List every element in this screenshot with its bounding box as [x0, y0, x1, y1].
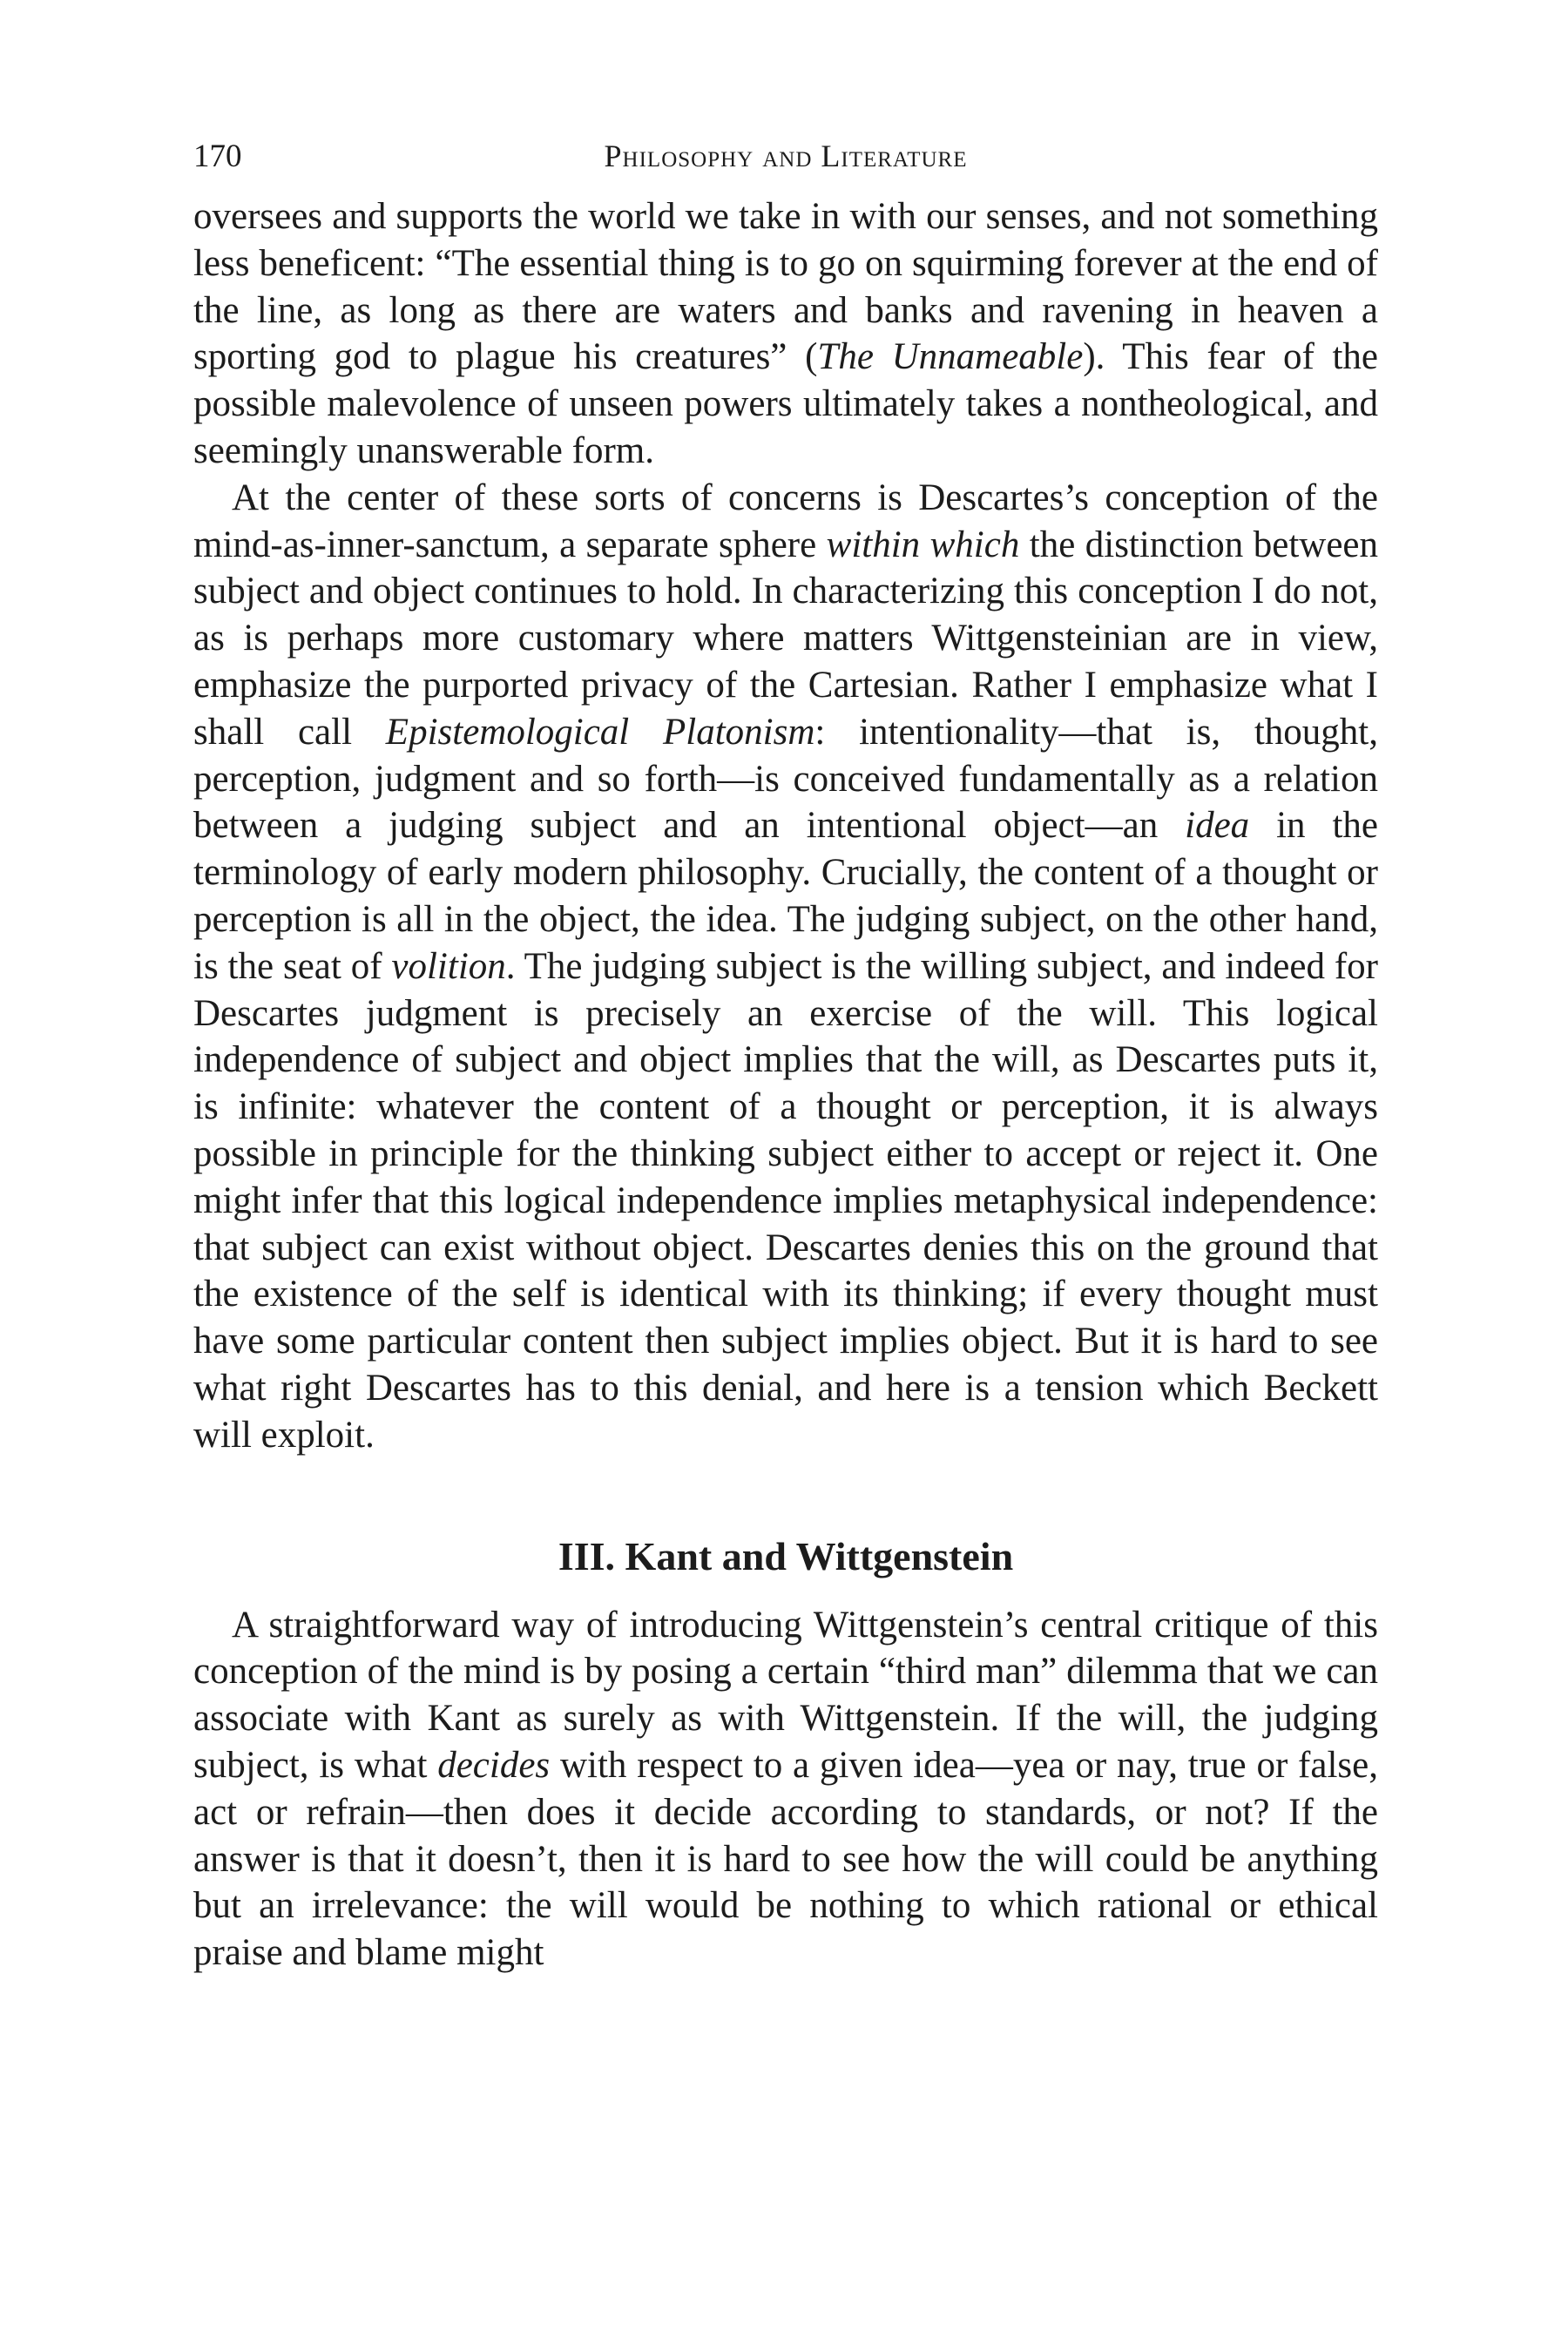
page-number: 170	[193, 139, 242, 174]
emphasis: decides	[437, 1744, 551, 1786]
text-run: oversees and supports the world we take in with our senses, and not something less beneficent: “The essential thing is to go on squirming forever at the end of the line, as long as there are waters and banks and ravening in heaven a sporting god to plague his creatures” (	[193, 196, 1378, 378]
running-title: Philosophy and Literature	[604, 139, 968, 173]
book-page	[193, 131, 1378, 1977]
text-run: At the center of these sorts of concerns is Descartes’s conception of the mind-as-inner-sanctum, a separate sphere	[193, 476, 1378, 565]
body-text	[193, 193, 1378, 1977]
text-run: : intentionality—that is, thought, perception, judgment and so forth—is conceived fundamentally as a relation between a judging subject and an intentional object—an	[193, 711, 1378, 847]
paragraph	[193, 193, 1378, 475]
text-run: A straightforward way of introducing Wittgenstein’s central critique of this conception of the mind is by posing a certain “third man” dilemma that we can associate with Kant as surely as with Wittgenstein. If the will, the judging subject, is what	[193, 1604, 1378, 1786]
text-run: in the terminology of early modern philosophy. Crucially, the content of a thought or perception is all in the object, the idea. The judging subject, on the other hand, is the seat of	[193, 805, 1378, 987]
term-epistemological-platonism: Epistemological Platonism	[385, 711, 815, 753]
section-heading: III. Kant and Wittgenstein	[558, 1533, 1014, 1578]
text-run: the distinction between subject and object continues to hold. In characterizing this conception I do not, as is perhaps more customary where matters Wittgensteinian are in view, emphasize the purported privacy of the Cartesian. Rather I emphasize what I shall call	[193, 524, 1378, 753]
paragraph	[193, 1602, 1378, 1977]
running-head	[193, 131, 1378, 193]
text-run: with respect to a given idea—yea or nay, true or false, act or refrain—then does it decide according to standards, or not? If the answer is that it doesn’t, then it is hard to see how the will could be anything but an irrelevance: the will would be nothing to which rational or ethical praise and blame might	[193, 1744, 1378, 1974]
text-run: . The judging subject is the willing subject, and indeed for Descartes judgment is precisely an exercise of the will. This logical independence of subject and object implies that the will, as Descartes puts it, is infinite: whatever the content of a thought or perception, it is always possible in principle for the thinking subject either to accept or reject it. One might infer that this logical independence implies metaphysical independence: that subject can exist without object. Descartes denies this on the ground that the existence of the self is identical with its thinking; if every thought must have some particular content then subject implies object. But it is hard to see what right Descartes has to this denial, and here is a tension which Beckett will exploit.	[193, 945, 1378, 1456]
emphasis: within which	[826, 524, 1020, 565]
term-idea: idea	[1185, 805, 1250, 847]
paragraph	[193, 475, 1378, 1459]
term-volition: volition	[391, 945, 506, 987]
book-title: The Unnameable	[817, 336, 1084, 378]
text-run: ). This fear of the possible malevolence of unseen powers ultimately takes a nontheological, and seemingly unanswerable form.	[193, 336, 1378, 471]
